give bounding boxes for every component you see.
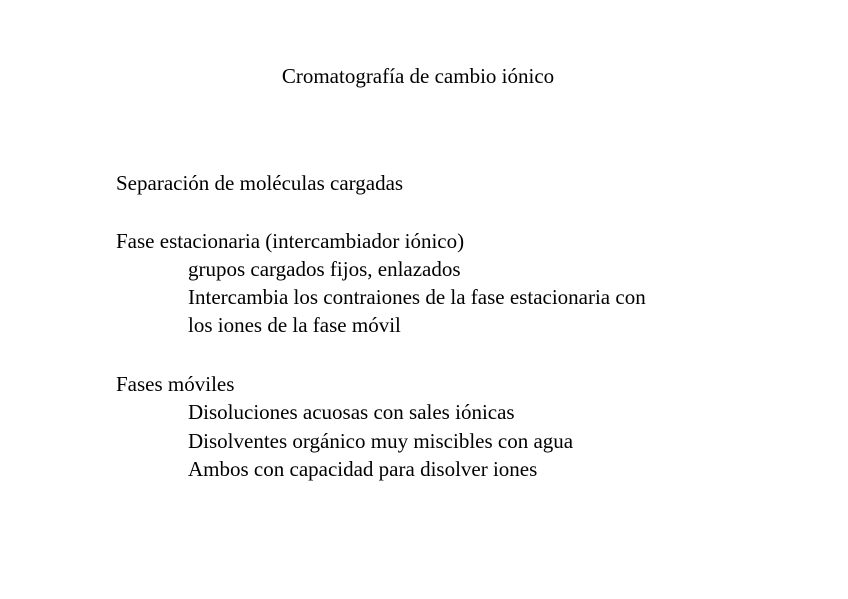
list-item: Intercambia los contraiones de la fase estacionaria con xyxy=(188,285,646,309)
section-heading-fases-moviles: Fases móviles xyxy=(116,372,235,396)
list-item: Disolventes orgánico muy miscibles con agua xyxy=(188,429,574,453)
section-heading-fase-estacionaria: Fase estacionaria (intercambiador iónico) xyxy=(116,229,465,253)
section-heading-separacion: Separación de moléculas cargadas xyxy=(116,171,404,195)
list-item: Disoluciones acuosas con sales iónicas xyxy=(188,400,515,424)
list-item: grupos cargados fijos, enlazados xyxy=(188,257,461,281)
list-item: Ambos con capacidad para disolver iones xyxy=(188,457,538,481)
list-item: los iones de la fase móvil xyxy=(188,313,401,337)
page-title: Cromatografía de cambio iónico xyxy=(281,64,555,88)
